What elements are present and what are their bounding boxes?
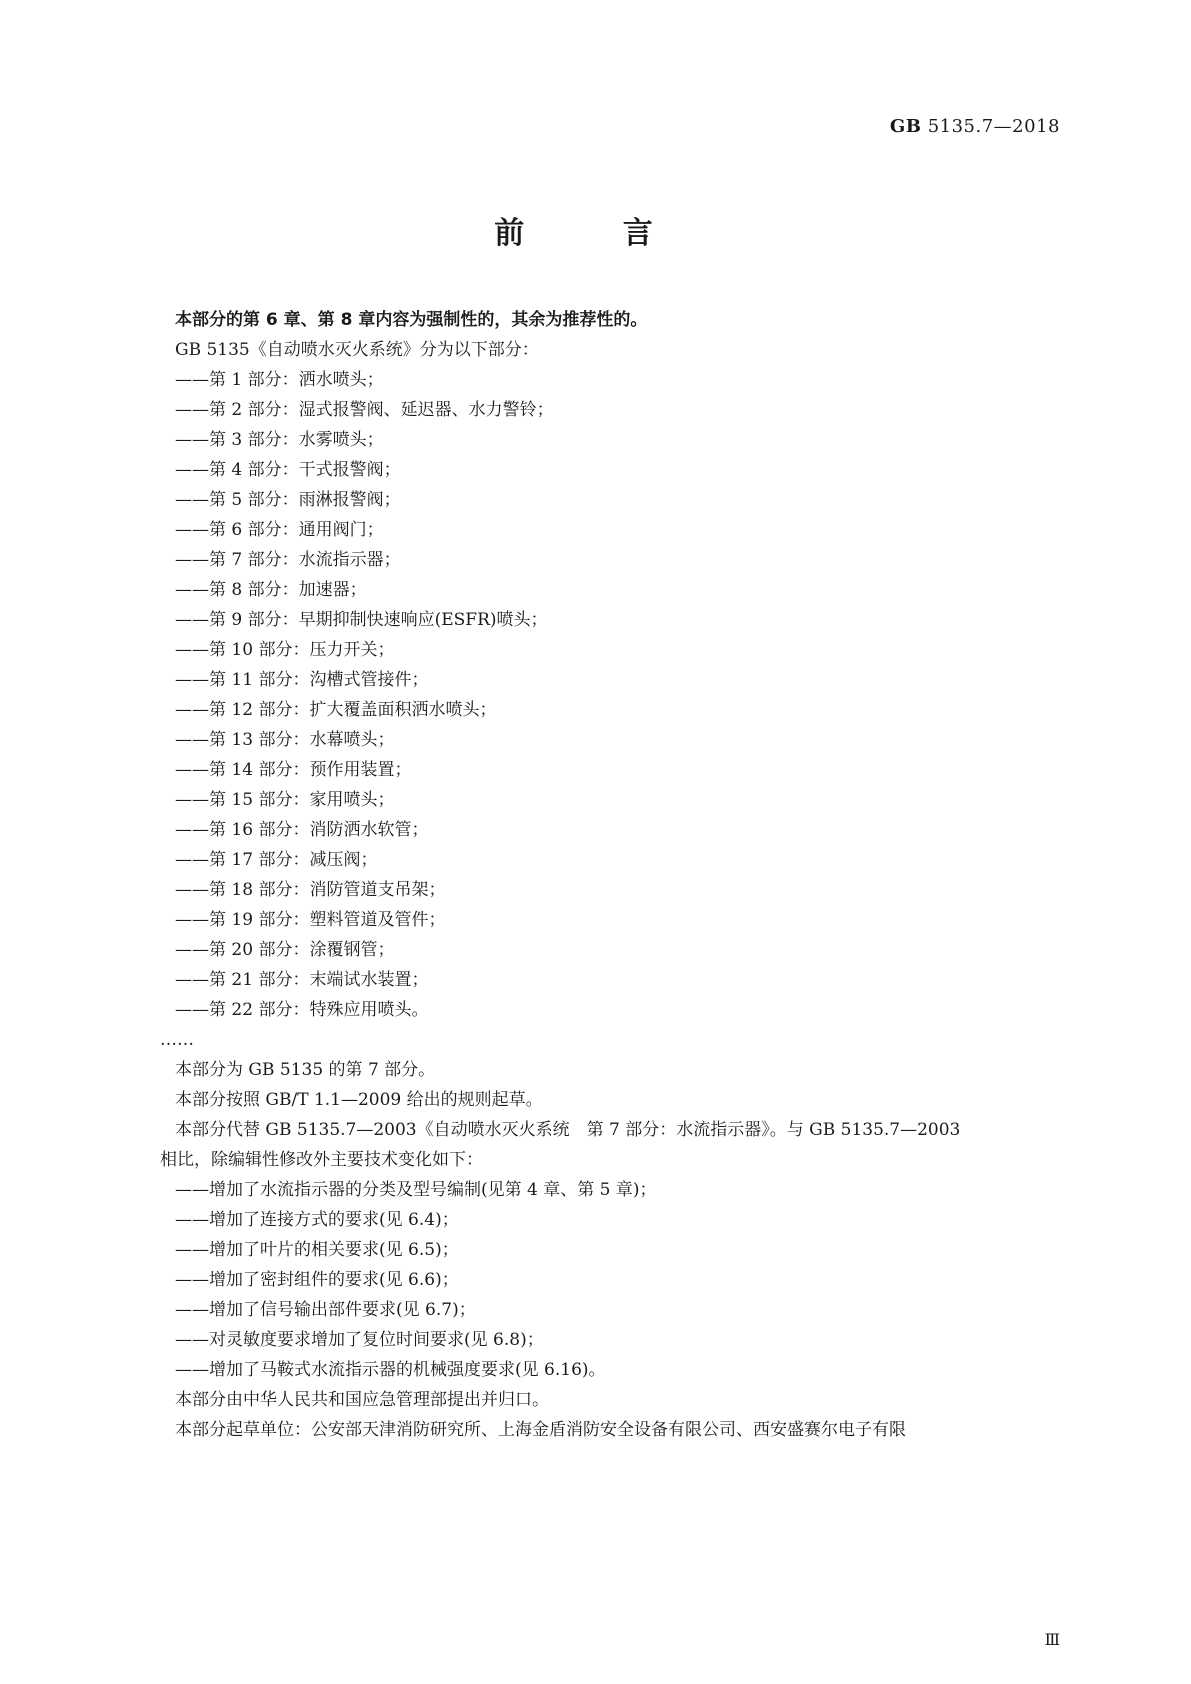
- page-title: 前 言: [494, 216, 697, 251]
- drafting-rule: 本部分按照 GB/T 1.1—2009 给出的规则起草。: [175, 1090, 543, 1110]
- page-number: Ⅲ: [1044, 1630, 1060, 1649]
- standard-prefix: GB: [889, 116, 922, 137]
- part-item: ——第 15 部分：家用喷头；: [175, 790, 395, 810]
- part-item: ——第 6 部分：通用阀门；: [175, 520, 384, 540]
- part-item: ——第 4 部分：干式报警阀；: [175, 460, 401, 480]
- part-item: ——第 1 部分：洒水喷头；: [175, 370, 384, 390]
- changes-list: [175, 1175, 1060, 1385]
- part-item: ——第 13 部分：水幕喷头；: [175, 730, 395, 750]
- change-item: ——对灵敏度要求增加了复位时间要求(见 6.8)；: [175, 1330, 544, 1350]
- proposed-by: 本部分由中华人民共和国应急管理部提出并归口。: [175, 1390, 549, 1410]
- part-item: ——第 20 部分：涂覆钢管；: [175, 940, 395, 960]
- change-item: ——增加了密封组件的要求(见 6.6)；: [175, 1270, 459, 1290]
- change-item: ——增加了信号输出部件要求(见 6.7)；: [175, 1300, 476, 1320]
- part-item: ——第 12 部分：扩大覆盖面积洒水喷头；: [175, 700, 497, 720]
- replaces-line-2: 相比，除编辑性修改外主要技术变化如下：: [160, 1150, 483, 1170]
- change-item: ——增加了叶片的相关要求(见 6.5)；: [175, 1240, 459, 1260]
- part-item: ——第 17 部分：减压阀；: [175, 850, 378, 870]
- part-item: ——第 8 部分：加速器；: [175, 580, 367, 600]
- replaces-line-1: 本部分代替 GB 5135.7—2003《自动喷水灭火系统 第 7 部分：水流指示器》。与 GB 5135.7—2003: [175, 1120, 961, 1140]
- change-item: ——增加了水流指示器的分类及型号编制(见第 4 章、第 5 章)；: [175, 1180, 657, 1200]
- part-item: ——第 21 部分：末端试水装置；: [175, 970, 429, 990]
- part-item: ——第 2 部分：湿式报警阀、延迟器、水力警铃；: [175, 400, 554, 420]
- parts-list: [175, 365, 1060, 1025]
- part-statement: 本部分为 GB 5135 的第 7 部分。: [175, 1060, 436, 1080]
- part-item: ——第 10 部分：压力开关；: [175, 640, 395, 660]
- document-code: [890, 116, 1060, 137]
- part-item: ——第 9 部分：早期抑制快速响应(ESFR)喷头；: [175, 610, 548, 630]
- part-item: ——第 3 部分：水雾喷头；: [175, 430, 384, 450]
- part-item: ——第 19 部分：塑料管道及管件；: [175, 910, 446, 930]
- part-item: ——第 5 部分：雨淋报警阀；: [175, 490, 401, 510]
- mandatory-note: 本部分的第 6 章、第 8 章内容为强制性的，其余为推荐性的。: [175, 310, 648, 330]
- series-intro: GB 5135《自动喷水灭火系统》分为以下部分：: [175, 340, 539, 360]
- part-item: ——第 16 部分：消防洒水软管；: [175, 820, 429, 840]
- part-item: ——第 14 部分：预作用装置；: [175, 760, 412, 780]
- part-item: ——第 18 部分：消防管道支吊架；: [175, 880, 446, 900]
- part-item: ——第 11 部分：沟槽式管接件；: [175, 670, 429, 690]
- change-item: ——增加了连接方式的要求(见 6.4)；: [175, 1210, 459, 1230]
- part-item: ——第 22 部分：特殊应用喷头。: [175, 1000, 429, 1020]
- part-item: ——第 7 部分：水流指示器；: [175, 550, 401, 570]
- drafting-units: 本部分起草单位：公安部天津消防研究所、上海金盾消防安全设备有限公司、西安盛赛尔电子有限: [175, 1420, 906, 1440]
- change-item: ——增加了马鞍式水流指示器的机械强度要求(见 6.16)。: [175, 1360, 606, 1380]
- ellipsis: ……: [160, 1030, 194, 1050]
- document-body: [160, 305, 1060, 1445]
- standard-number: 5135.7—2018: [927, 116, 1060, 137]
